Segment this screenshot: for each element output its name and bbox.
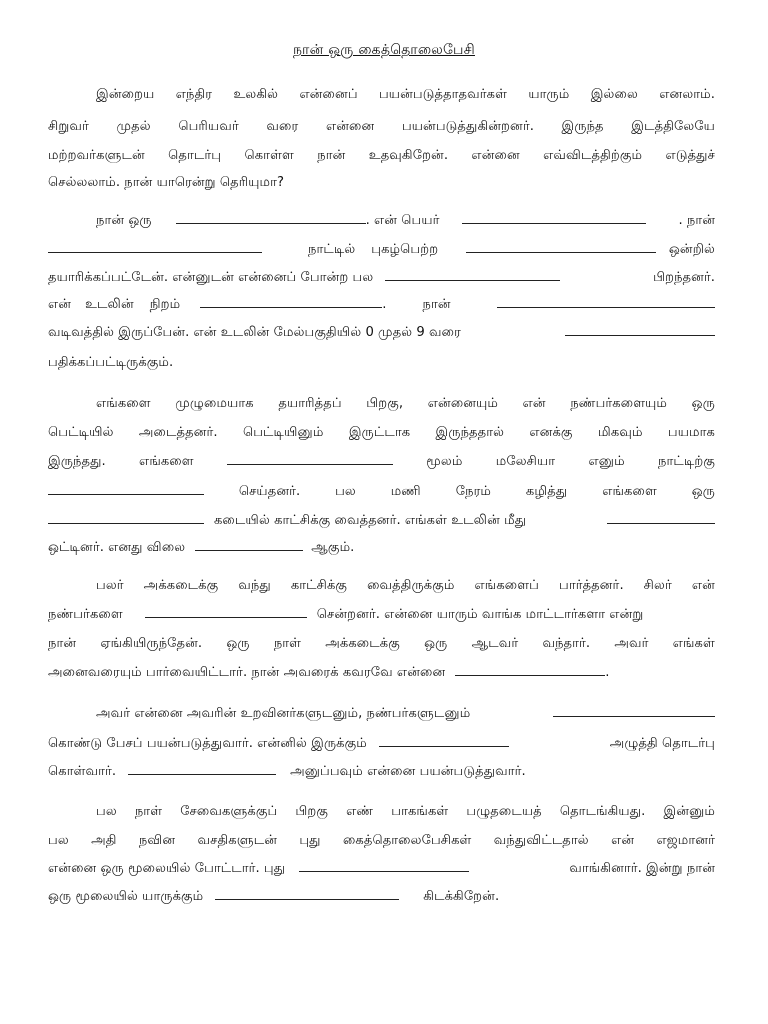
word: இன்றைய	[96, 87, 155, 102]
word: கைத்தொலைபேசிகள்	[342, 833, 472, 848]
word: முழுமையாக	[175, 396, 254, 411]
p4-line-2	[48, 604, 715, 626]
word: என்னைப்	[299, 87, 358, 102]
word: ஒரு	[424, 636, 448, 651]
p3-line-6	[48, 537, 715, 559]
blank-price[interactable]	[195, 537, 303, 551]
word: தொடங்கியது.	[559, 804, 646, 819]
blank-unused[interactable]	[215, 886, 399, 900]
word: கொள்ள	[244, 148, 294, 163]
word: பெரியவர்	[178, 119, 239, 134]
word: உதவுகிறேன்.	[368, 148, 449, 163]
p2-line-1-a: நான் ஒரு	[96, 213, 152, 228]
word: உலகில்	[233, 87, 279, 102]
word: எங்கள்	[672, 636, 715, 651]
p2-line-4-e: நான்	[422, 297, 451, 312]
word: எந்திர	[175, 87, 213, 102]
word: சேவைகளுக்குப்	[180, 804, 278, 819]
blank-export[interactable]	[48, 481, 204, 495]
word: இருந்ததால்	[435, 425, 505, 440]
p2-line-4	[48, 294, 715, 316]
blank-friends-action[interactable]	[145, 604, 307, 618]
word: ஆடவர்	[471, 636, 519, 651]
blank-country[interactable]	[48, 239, 262, 253]
word: பெட்டியில்	[48, 425, 114, 440]
word: அக்கடைக்கு	[143, 578, 219, 593]
word: பாகங்கள்	[391, 804, 449, 819]
word: யாரும்	[528, 87, 570, 102]
word: என்	[611, 833, 635, 848]
p3-line-4-d: நேரம்	[455, 484, 492, 499]
word: எவ்விடத்திற்கும்	[543, 148, 643, 163]
p2-line-3-a: தயாரிக்கப்பட்டேன். என்னுடன் என்னைப் போன்ற பல	[48, 270, 374, 285]
p3-line-4-g: ஒரு	[691, 484, 715, 499]
p4-line-4-a: அனைவரையும் பார்வையிட்டார். நான் அவரைக் கவரவே என்னை	[48, 665, 446, 680]
word: எங்களை	[96, 396, 151, 411]
p4-line-4	[48, 662, 715, 684]
p1-line-2	[48, 116, 715, 138]
word: வந்தார்.	[542, 636, 591, 651]
p2-line-1-c: . நான்	[678, 213, 715, 228]
p3-line-3	[48, 451, 715, 473]
p6-line-3	[48, 858, 715, 880]
word: பயன்படுத்தாதவர்கள்	[378, 87, 507, 102]
p3-line-3-e: எனும்	[588, 454, 625, 469]
p3-line-4-c: மணி	[390, 484, 421, 499]
word: சிறுவர்	[48, 119, 89, 134]
p2-line-4-c: நிறம்	[149, 297, 181, 312]
word: எங்களைப்	[474, 578, 539, 593]
p2-line-4-d: .	[382, 297, 387, 312]
word: புது	[299, 833, 321, 848]
p2-line-4-a: என்	[48, 297, 72, 312]
blank-company[interactable]	[466, 239, 656, 253]
p5-line-2-b: அழுத்தி தொடர்பு	[609, 736, 715, 751]
word: என்	[691, 578, 715, 593]
word: எடுத்துச்	[665, 148, 715, 163]
word: அதி	[91, 833, 117, 848]
word: அடைத்தனர்.	[138, 425, 218, 440]
p3-line-4	[48, 481, 715, 503]
word: சிலர்	[643, 578, 672, 593]
p3-line-5-a: கடையில் காட்சிக்கு வைத்தனர். எங்கள் உடலின் மீது	[214, 513, 527, 528]
word: பலர்	[96, 578, 124, 593]
p6-line-1-words	[96, 801, 715, 823]
p4-line-1	[48, 575, 715, 597]
blank-name[interactable]	[462, 210, 646, 224]
word: காட்சிக்கு	[290, 578, 348, 593]
word: இருட்டாக	[348, 425, 411, 440]
word: இருந்த	[561, 119, 604, 134]
p5-line-2-a: கொண்டு பேசப் பயன்படுத்துவார். என்னில் இருக்கும்	[48, 736, 367, 751]
p2-line-2	[48, 239, 715, 261]
word: வசதிகளுடன்	[197, 833, 277, 848]
blank-purchase[interactable]	[455, 662, 605, 676]
p3-line-4-a: செய்தனர்.	[238, 484, 301, 499]
p1-line-4	[48, 172, 715, 194]
p2-line-4-b: உடலின்	[85, 297, 134, 312]
word: மற்றவர்களுடன்	[48, 148, 145, 163]
p6-line-3-b: வாங்கினார். இன்று நான்	[569, 861, 715, 876]
blank-shape[interactable]	[497, 294, 715, 308]
p3-line-3-d: மலேசியா	[495, 454, 556, 469]
word: தயாரித்தப்	[278, 396, 342, 411]
word: ஒரு	[691, 396, 715, 411]
p5-line-2	[48, 733, 715, 755]
p2-line-3	[48, 267, 715, 289]
p2-line-2-a: நாட்டில்	[308, 242, 356, 257]
word: அக்கடைக்கு	[325, 636, 400, 651]
word: பிறகு	[295, 804, 329, 819]
word: நவின	[138, 833, 176, 848]
word: முதல்	[116, 119, 151, 134]
p6-line-3-a: என்னை ஒரு மூலையில் போட்டார். புது	[48, 861, 286, 876]
word: வந்துவிட்டதால்	[493, 833, 589, 848]
blank-transport[interactable]	[227, 451, 393, 465]
p6-line-2	[48, 830, 715, 852]
word: பழுதடையத்	[466, 804, 542, 819]
p2-line-1	[48, 210, 715, 232]
word: நாள்	[134, 804, 163, 819]
p6-line-4-a: ஒரு மூலையில் யாருக்கும்	[48, 889, 204, 904]
blank-label[interactable]	[607, 510, 715, 524]
word: எஜமானர்	[656, 833, 715, 848]
word: நான்	[317, 148, 346, 163]
p3-line-3-c: மூலம்	[426, 454, 463, 469]
blank-buttons[interactable]	[379, 733, 509, 747]
word: எனலாம்.	[659, 87, 715, 102]
blank-keypad[interactable]	[565, 322, 715, 336]
blank-siblings[interactable]	[385, 267, 560, 281]
p2-line-5-a: வடிவத்தில் இருப்பேன். என் உடலின் மேல்பகுதியில் 0 முதல் 9 வரை	[48, 325, 461, 340]
word: பிறகு,	[366, 396, 404, 411]
word: நாள்	[273, 636, 302, 651]
blank-colour[interactable]	[200, 294, 382, 308]
p1-line-1-words	[96, 84, 715, 106]
word: எனக்கு	[529, 425, 573, 440]
word: அவர்	[614, 636, 649, 651]
word: பயமாக	[667, 425, 715, 440]
p3-line-6-a: ஒட்டினர். எனது விலை	[48, 540, 186, 555]
blank-new-phone[interactable]	[299, 858, 469, 872]
word: ஏங்கியிருந்தேன்.	[100, 636, 203, 651]
word: பார்த்தனர்.	[559, 578, 624, 593]
p4-line-1-words	[96, 575, 715, 597]
word: நண்பர்களையும்	[570, 396, 668, 411]
p6-line-4-b: கிடக்கிறேன்.	[423, 889, 500, 904]
p4-line-4-b: .	[605, 665, 610, 680]
word: பயன்படுத்துகின்றனர்.	[401, 119, 534, 134]
p3-line-1	[48, 393, 715, 415]
p1-line-3	[48, 145, 715, 167]
word: நான்	[48, 636, 77, 651]
word: வந்து	[238, 578, 271, 593]
word: பல	[48, 833, 69, 848]
blank-shop[interactable]	[48, 510, 204, 524]
blank-message[interactable]	[128, 761, 276, 775]
p2-line-1-b: . என் பெயர்	[365, 213, 440, 228]
p2-line-3-b: பிறந்தனர்.	[653, 270, 715, 285]
p3-line-5	[48, 510, 715, 532]
p1-line-4-text: செல்லலாம். நான் யாரென்று தெரியுமா?	[48, 175, 285, 190]
word: என்னை	[325, 119, 375, 134]
word: என்னை	[471, 148, 520, 163]
word: தொடர்பு	[168, 148, 222, 163]
word: என்னையும்	[427, 396, 499, 411]
blank-talk[interactable]	[553, 703, 715, 717]
p5-line-1	[48, 703, 715, 725]
p3-line-6-b: ஆகும்.	[311, 540, 355, 555]
word: எண்	[346, 804, 374, 819]
p2-line-5	[48, 322, 715, 344]
p5-line-1-a: அவர் என்னை அவரின் உறவினர்களுடனும், நண்பர்களுடனும்	[96, 706, 471, 721]
p6-line-4	[48, 886, 715, 908]
word: பெட்டியினும்	[242, 425, 324, 440]
blank-device[interactable]	[176, 210, 366, 224]
p2-line-2-c: ஒன்றில்	[668, 242, 715, 257]
p3-line-2	[48, 422, 715, 444]
p4-line-2-b: சென்றனர். என்னை யாரும் வாங்க மாட்டார்களா என்று	[316, 607, 644, 622]
p5-line-3	[48, 761, 715, 783]
word: இன்னும்	[663, 804, 715, 819]
page-title: நான் ஒரு கைத்தொலைபேசி	[293, 42, 475, 58]
word: மிகவும்	[597, 425, 643, 440]
p2-line-6	[48, 352, 715, 374]
p5-line-3-a: கொள்வார்.	[48, 764, 117, 779]
p4-line-2-a: நண்பர்களை	[48, 607, 123, 622]
p1-line-1	[48, 84, 715, 106]
p2-line-6-text: பதிக்கப்பட்டிருக்கும்.	[48, 355, 174, 370]
word: இடத்திலேயே	[631, 119, 715, 134]
word: பல	[96, 804, 117, 819]
p4-line-3	[48, 633, 715, 655]
word: என்	[522, 396, 546, 411]
p2-line-2-b: புகழ்பெற்ற	[371, 242, 439, 257]
word: இல்லை	[590, 87, 638, 102]
p3-line-3-f: நாட்டிற்கு	[658, 454, 715, 469]
p3-line-1-words	[96, 393, 715, 415]
word: வரை	[266, 119, 299, 134]
word: வைத்திருக்கும்	[367, 578, 455, 593]
p6-line-1	[48, 801, 715, 823]
p3-line-4-f: எங்களை	[602, 484, 657, 499]
word: ஒரு	[226, 636, 250, 651]
p3-line-4-b: பல	[335, 484, 356, 499]
p5-line-3-b: அனுப்பவும் என்னை பயன்படுத்துவார்.	[290, 764, 526, 779]
p3-line-3-a: இருந்தது.	[48, 454, 106, 469]
p3-line-3-b: எங்களை	[139, 454, 194, 469]
p3-line-4-e: கழித்து	[525, 484, 568, 499]
